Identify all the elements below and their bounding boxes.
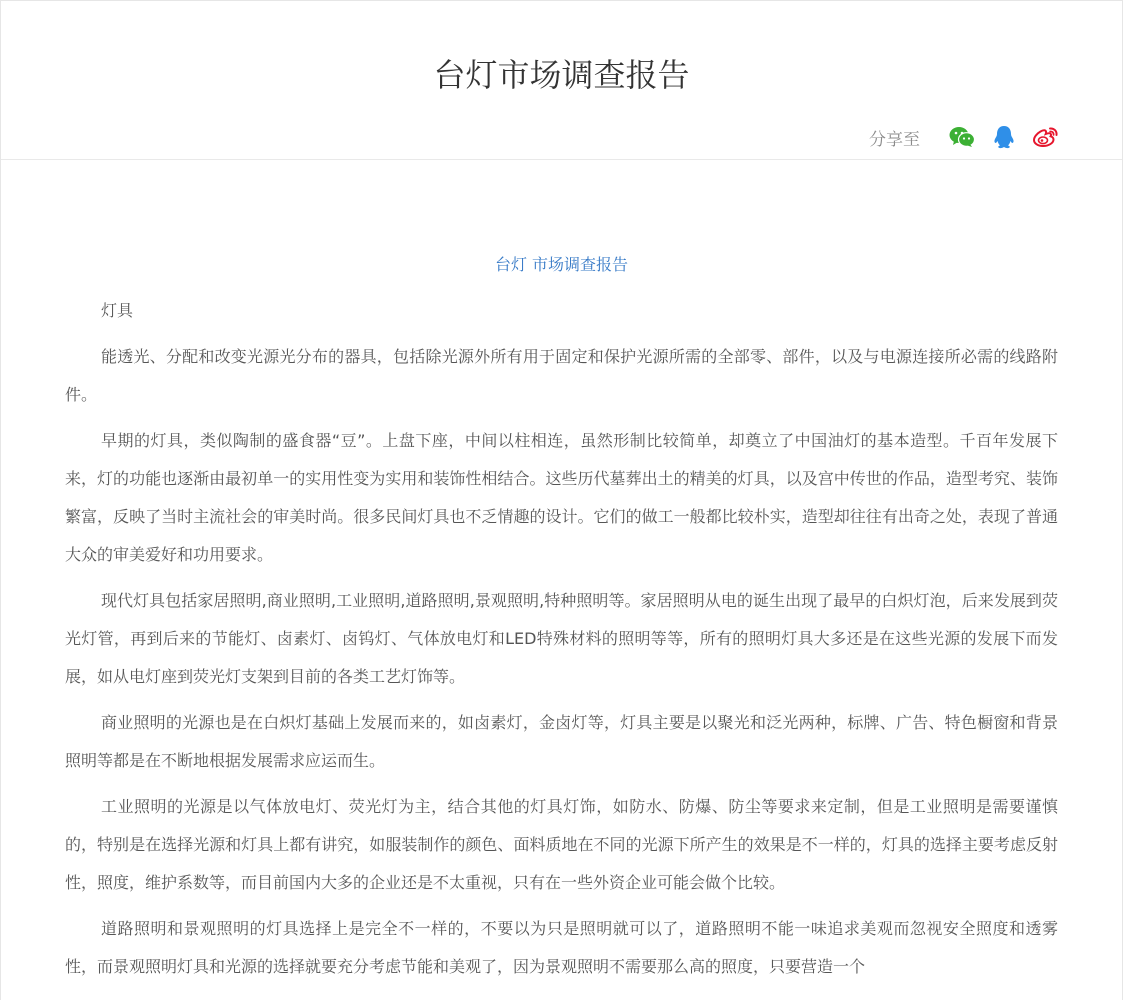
share-bar [869, 122, 1060, 152]
wechat-icon[interactable] [948, 123, 976, 151]
weibo-icon[interactable] [1032, 123, 1060, 151]
article-body [1, 253, 1122, 986]
paragraph: 灯具 [101, 301, 134, 320]
paragraph: 工业照明的光源是以气体放电灯、荧光灯为主，结合其他的灯具灯饰，如防水、防爆、防尘等要求来定制，但是工业照明是需要谨慎的，特别是在选择光源和灯具上都有讲究，如服装制作的颜色、面料质地在不同的光源下所产生的效果是不一样的，灯具的选择主要考虑反射性，照度，维护系数等，而目前国内大多的企业还是不太重视，只有在一些外资企业可能会做个比较。 [65, 797, 1058, 892]
paragraph: 道路照明和景观照明的灯具选择上是完全不一样的，不要以为只是照明就可以了，道路照明不能一味追求美观而忽视安全照度和透雾性，而景观照明灯具和光源的选择就要充分考虑节能和美观了，因为景观照明不需要那么高的照度，只要营造一个 [65, 919, 1058, 976]
paragraph: 能透光、分配和改变光源光分布的器具，包括除光源外所有用于固定和保护光源所需的全部零、部件，以及与电源连接所必需的线路附件。 [65, 347, 1058, 404]
paragraph: 早期的灯具，类似陶制的盛食器“豆”。上盘下座，中间以柱相连，虽然形制比较简单，却奠立了中国油灯的基本造型。千百年发展下来，灯的功能也逐渐由最初单一的实用性变为实用和装饰性相结合。这些历代墓葬出土的精美的灯具，以及宫中传世的作品，造型考究、装饰繁富，反映了当时主流社会的审美时尚。很多民间灯具也不乏情趣的设计。它们的做工一般都比较朴实，造型却往往有出奇之处，表现了普通大众的审美爱好和功用要求。 [65, 431, 1058, 564]
qq-icon[interactable] [990, 123, 1018, 151]
share-label: 分享至 [869, 129, 920, 150]
document-heading: 台灯 市场调查报告 [494, 255, 629, 274]
paragraph: 商业照明的光源也是在白炽灯基础上发展而来的，如卤素灯，金卤灯等，灯具主要是以聚光和泛光两种，标牌、广告、特色橱窗和背景照明等都是在不断地根据发展需求应运而生。 [65, 713, 1058, 770]
paragraph: 现代灯具包括家居照明,商业照明,工业照明,道路照明,景观照明,特种照明等。家居照明从电的诞生出现了最早的白炽灯泡，后来发展到荧光灯管，再到后来的节能灯、卤素灯、卤钨灯、气体放电灯和LED特殊材料的照明等等，所有的照明灯具大多还是在这些光源的发展下而发展，如从电灯座到荧光灯支架到目前的各类工艺灯饰等。 [65, 591, 1058, 686]
article-header [1, 1, 1122, 160]
page-title: 台灯市场调查报告 [433, 56, 690, 94]
